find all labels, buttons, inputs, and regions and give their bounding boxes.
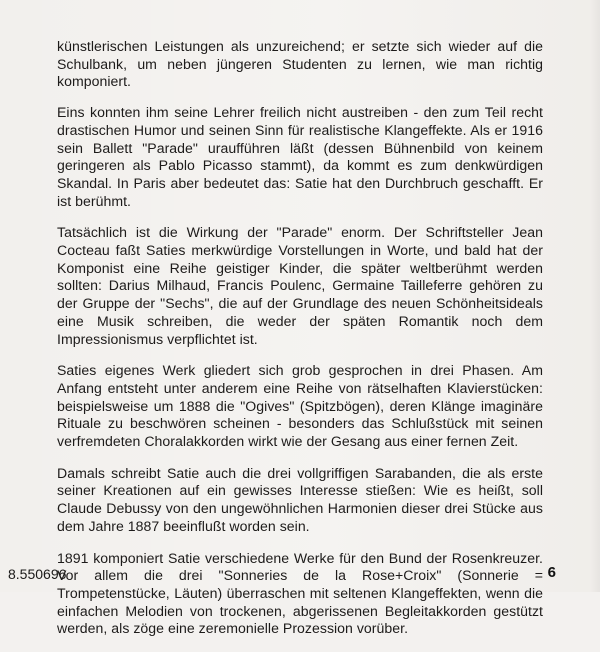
page-number: 6 bbox=[547, 564, 556, 581]
body-text bbox=[57, 38, 543, 652]
paragraph-1: künstlerischen Leistungen als unzureichend; er setzte sich wieder auf die Schulbank, um neben jüngeren Studenten zu lernen, wie man richtig komponiert. bbox=[57, 38, 543, 90]
catalog-number: 8.550696 bbox=[8, 566, 67, 582]
paragraph-3: Tatsächlich ist die Wirkung der "Parade" enorm. Der Schriftsteller Jean Cocteau faßt Saties merkwürdige Vorstellungen in Worte, und bald hat der Komponist eine Reihe geistiger Kinder, die später weltberühmt werden sollten: Darius Milhaud, Francis Poulenc, Germaine Tailleferre gehören zu der Gruppe der "Sechs", die auf der Grundlage des neuen Schönheitsideals eine Musik schreiben, die weder der späten Romantik noch dem Impressionismus verpflichtet ist. bbox=[57, 224, 543, 347]
paragraph-6: 1891 komponiert Satie verschiedene Werke für den Bund der Rosenkreuzer. Vor allem die drei "Sonneries de la Rose+Croix" (Sonnerie = Trompetenstücke, Läuten) überraschen mit seltenen Klangeffekten, wenn die einfachen Melodien von trockenen, abgerissenen Begleitakkorden gestützt werden, als zöge eine zeremonielle Prozession vorüber. bbox=[57, 549, 543, 637]
paragraph-4: Saties eigenes Werk gliedert sich grob gesprochen in drei Phasen. Am Anfang entsteht unter anderem eine Reihe von rätselhaften Klavierstücken: beispielsweise um 1888 die "Ogives" (Spitzbögen), deren Klänge imaginäre Rituale zu beschwören scheinen - besonders das Schlußstück mit seinen verfremdeten Choralakkorden wirkt wie der Gesang aus einer fernen Zeit. bbox=[57, 362, 543, 450]
paragraph-5: Damals schreibt Satie auch die drei vollgriffigen Sarabanden, die als erste seiner Kreationen auf ein gewisses Interesse stießen: Wie es heißt, soll Claude Debussy von den ungewöhnlichen Harmonien dieser drei Stücke aus dem Jahre 1887 beeinflußt worden sein. bbox=[57, 464, 543, 534]
paragraph-2: Eins konnten ihm seine Lehrer freilich nicht austreiben - den zum Teil recht drastischen Humor und seinen Sinn für realistische Klangeffekte. Als er 1916 sein Ballett "Parade" uraufführen läßt (dessen Bühnenbild von keinem geringeren als Pablo Picasso stammt), da kommt es zum denkwürdigen Skandal. In Paris aber bedeutet das: Satie hat den Durchbruch geschafft. Er ist berühmt. bbox=[57, 104, 543, 209]
page-edge-shadow bbox=[590, 0, 600, 592]
